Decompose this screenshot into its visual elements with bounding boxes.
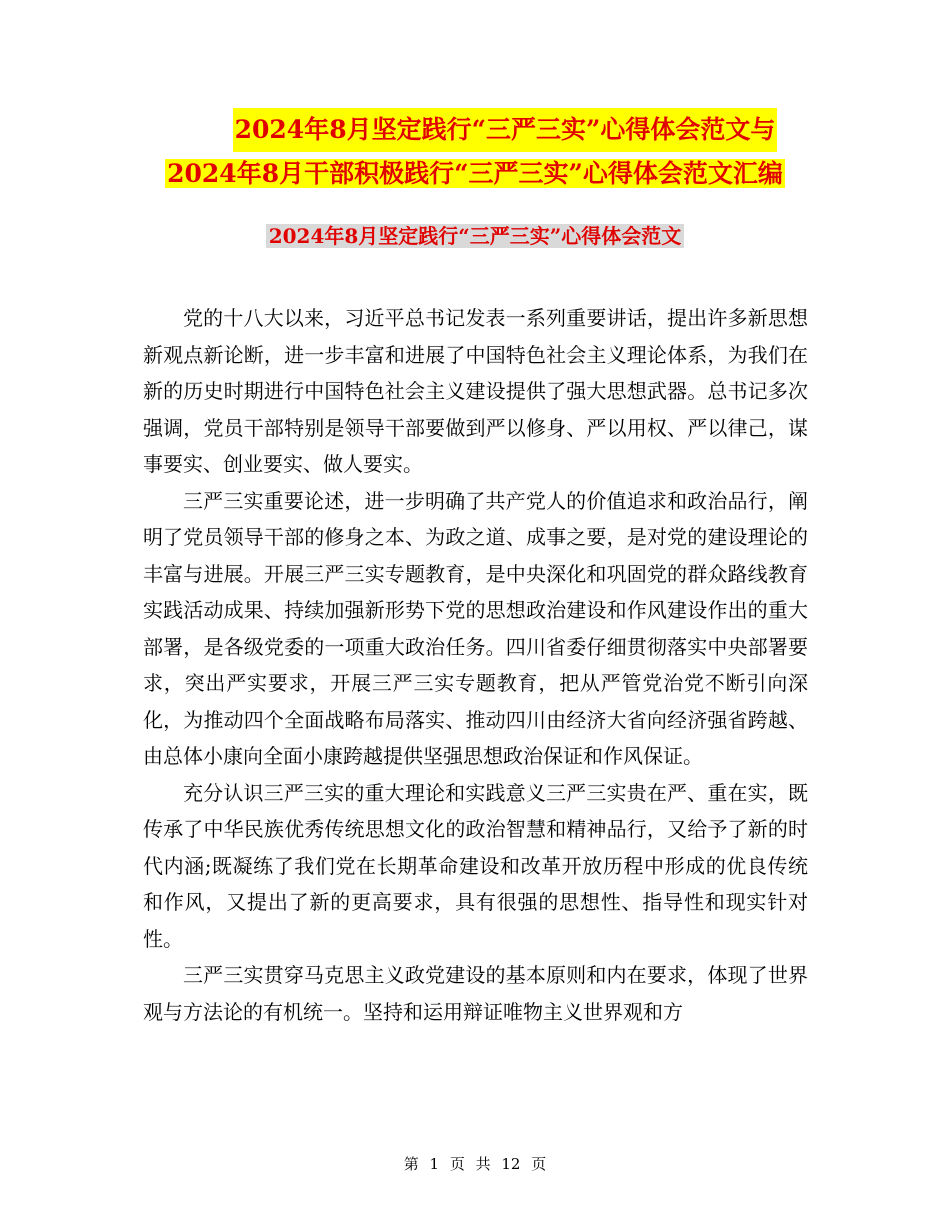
title-line-2: 2024年8月干部积极践行“三严三实”心得体会范文汇编 <box>167 159 783 188</box>
page-footer: 第 1 页 共 12 页 <box>403 1155 547 1173</box>
document-title <box>0 108 950 196</box>
paragraph-1: 党的十八大以来，习近平总书记发表一系列重要讲话，提出许多新思想新观点新论断，进一步丰富和进展了中国特色社会主义理论体系，为我们在新的历史时期进行中国特色社会主义建设提供了强大思想武器。总书记多次强调，党员干部特别是领导干部要做到严以修身、严以用权、严以律己，谋事要实、创业要实、做人要实。 <box>143 306 808 476</box>
paragraph-3: 充分认识三严三实的重大理论和实践意义三严三实贵在严、重在实，既传承了中华民族优秀传统思想文化的政治智慧和精神品行，又给予了新的时代内涵;既凝练了我们党在长期革命建设和改革开放历程中形成的优良传统和作风，又提出了新的更高要求，具有很强的思想性、指导性和现实针对性。 <box>143 780 808 951</box>
title-line-1: 2024年8月坚定践行“三严三实”心得体会范文与 <box>233 108 778 152</box>
paragraph-4: 三严三实贯穿马克思主义政党建设的基本原则和内在要求，体现了世界观与方法论的有机统一。坚持和运用辩证唯物主义世界观和方 <box>143 963 808 1024</box>
paragraph-2: 三严三实重要论述，进一步明确了共产党人的价值追求和政治品行，阐明了党员领导干部的修身之本、为政之道、成事之要，是对党的建设理论的丰富与进展。开展三严三实专题教育，是中央深化和巩固党的群众路线教育实践活动成果、持续加强新形势下党的思想政治建设和作风建设作出的重大部署，是各级党委的一项重大政治任务。四川省委仔细贯彻落实中央部署要求，突出严实要求，开展三严三实专题教育，把从严管党治党不断引向深化，为推动四个全面战略布局落实、推动四川由经济大省向经济强省跨越、由总体小康向全面小康跨越提供坚强思想政治保证和作风保证。 <box>143 488 808 768</box>
section-title <box>0 218 950 254</box>
body-text <box>143 300 808 1030</box>
section-title-text: 2024年8月坚定践行“三严三实”心得体会范文 <box>266 224 685 248</box>
